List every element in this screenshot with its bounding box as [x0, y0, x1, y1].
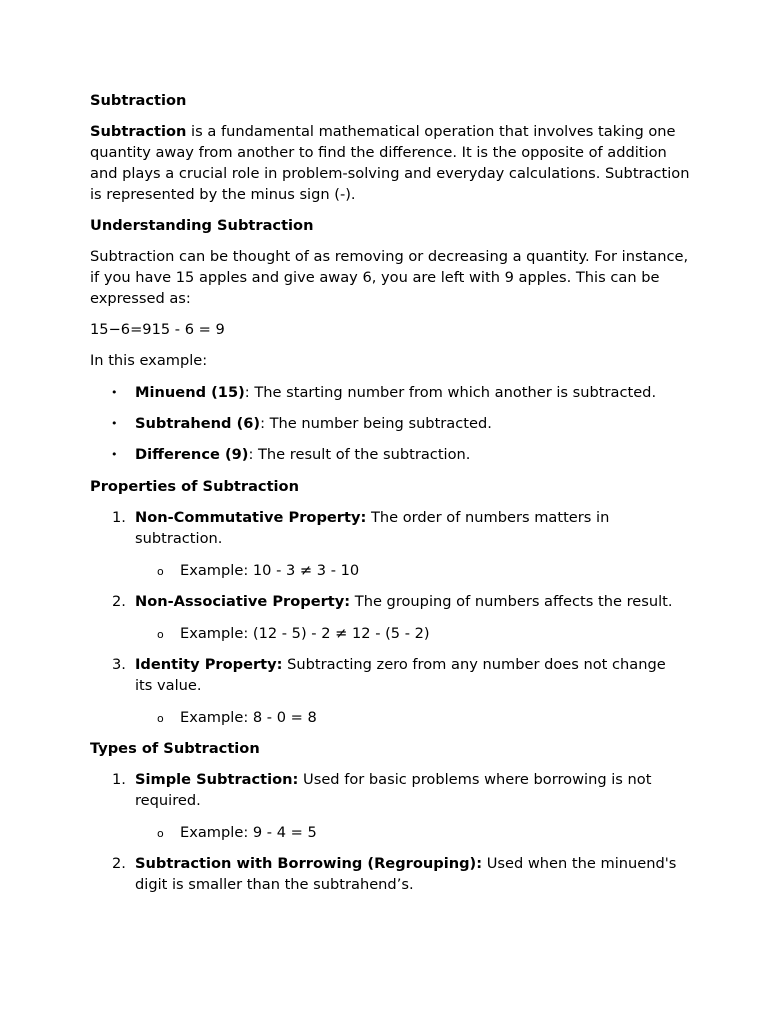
item-text	[135, 770, 680, 812]
list-item	[90, 414, 690, 435]
example-item	[135, 708, 690, 729]
sub-bullet-icon: o	[157, 564, 164, 578]
example-text: Example: 8 - 0 = 8	[180, 708, 317, 726]
term-text: : The number being subtracted.	[260, 415, 492, 433]
item-bold: Simple Subtraction:	[135, 771, 299, 789]
item-description: The order of numbers matters in subtraction.	[135, 508, 610, 547]
list-number: 1.	[112, 508, 126, 526]
list-item	[90, 383, 690, 404]
list-number: 2.	[112, 855, 126, 873]
document-title: Subtraction	[90, 92, 187, 109]
list-item	[90, 854, 690, 896]
item-bold: Identity Property:	[135, 655, 283, 673]
sub-bullet-icon: o	[157, 826, 164, 840]
item-text	[135, 854, 680, 896]
intro-paragraph	[90, 122, 690, 205]
item-text	[135, 508, 680, 550]
item-bold: Non-Associative Property:	[135, 592, 351, 610]
intro-bold-term: Subtraction	[90, 123, 187, 141]
bullet-icon: •	[111, 417, 118, 431]
sub-bullet-icon: o	[157, 627, 164, 641]
item-text	[135, 592, 680, 613]
item-bold: Subtraction with Borrowing (Regrouping):	[135, 855, 483, 873]
understanding-paragraph: Subtraction can be thought of as removing or decreasing a quantity. For instance, if you have 15 apples and give away 6, you are left with 9 apples. This can be expressed as:	[90, 248, 689, 307]
term-text: : The result of the subtraction.	[248, 446, 471, 464]
list-item	[90, 592, 690, 645]
item-bold: Non-Commutative Property:	[135, 508, 367, 526]
term-bold: Subtrahend (6)	[135, 415, 261, 433]
intro-text: is a fundamental mathematical operation that involves taking one quantity away from another to find the difference. It is the opposite of addition and plays a crucial role in problem-solving and everyday calculations. Subtraction is represented by the minus sign (-).	[90, 123, 690, 203]
example-intro: In this example:	[90, 352, 208, 370]
list-number: 2.	[112, 592, 126, 610]
list-item	[90, 508, 690, 581]
item-description: Used when the minuend's digit is smaller than the subtrahend’s.	[135, 855, 677, 893]
properties-heading: Properties of Subtraction	[90, 477, 299, 495]
item-text	[135, 655, 680, 697]
types-heading: Types of Subtraction	[90, 739, 260, 757]
example-item	[135, 561, 690, 582]
term-text: : The starting number from which another is subtracted.	[244, 383, 657, 401]
item-description: The grouping of numbers affects the result.	[350, 592, 673, 610]
equation-line: 15−6=915 - 6 = 9	[90, 321, 225, 339]
list-item	[90, 655, 690, 728]
document-page	[90, 91, 690, 906]
properties-list	[90, 508, 690, 728]
item-description: Used for basic problems where borrowing is not required.	[135, 771, 652, 809]
example-text: Example: 9 - 4 = 5	[180, 823, 317, 841]
list-item	[90, 445, 690, 466]
example-item	[135, 624, 690, 645]
list-number: 1.	[112, 771, 126, 789]
bullet-icon: •	[111, 448, 118, 462]
understanding-heading: Understanding Subtraction	[90, 216, 314, 234]
bullet-icon: •	[111, 385, 118, 399]
example-item	[135, 823, 690, 844]
sub-bullet-icon: o	[157, 711, 164, 725]
types-list	[90, 770, 690, 895]
list-item	[90, 770, 690, 843]
example-text: Example: 10 - 3 ≠ 3 - 10	[180, 561, 360, 579]
example-text: Example: (12 - 5) - 2 ≠ 12 - (5 - 2)	[180, 624, 430, 642]
term-bold: Difference (9)	[135, 446, 249, 464]
list-number: 3.	[112, 655, 126, 673]
item-description: Subtracting zero from any number does not change its value.	[135, 655, 666, 694]
term-bold: Minuend (15)	[135, 383, 245, 401]
terms-list	[90, 383, 690, 466]
